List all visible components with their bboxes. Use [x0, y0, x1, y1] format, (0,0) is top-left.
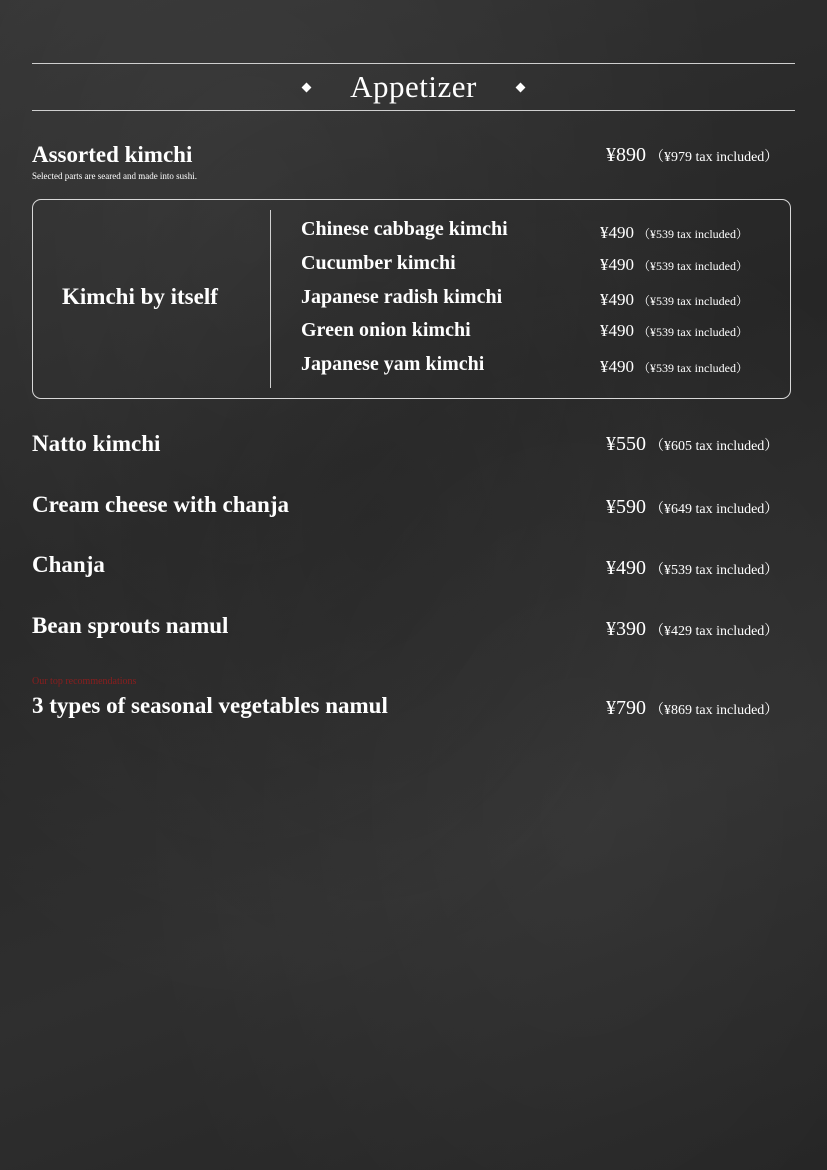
- menu-item-price: [606, 557, 778, 580]
- header-top-rule: [32, 63, 795, 64]
- price-value: ¥490: [600, 357, 634, 376]
- price-value: ¥490: [600, 255, 634, 274]
- price-tax: （¥429 tax included）: [650, 624, 779, 639]
- price-value: ¥490: [600, 321, 634, 340]
- menu-item-name: Bean sprouts namul: [32, 613, 229, 638]
- menu-item-name: 3 types of seasonal vegetables namul: [32, 693, 388, 718]
- kimchi-group-divider: [270, 210, 271, 388]
- menu-item-price: [606, 496, 778, 519]
- price-tax: （¥539 tax included）: [650, 563, 779, 578]
- price-value: ¥590: [606, 496, 646, 518]
- price-tax: （¥649 tax included）: [650, 502, 779, 517]
- kimchi-group-label: Kimchi by itself: [62, 284, 218, 309]
- kimchi-item-name: Chinese cabbage kimchi: [301, 218, 508, 240]
- menu-item-name: Natto kimchi: [32, 431, 161, 456]
- price-tax: （¥539 tax included）: [638, 325, 748, 339]
- diamond-right-icon: [515, 82, 525, 92]
- price-tax: （¥539 tax included）: [638, 294, 748, 308]
- price-value: ¥490: [600, 290, 634, 309]
- menu-item-price: [606, 144, 778, 167]
- kimchi-item-price: [600, 223, 748, 243]
- price-value: ¥890: [606, 144, 646, 166]
- section-header: [32, 66, 795, 108]
- menu-item-note: Selected parts are seared and made into sushi.: [32, 171, 197, 181]
- price-tax: （¥539 tax included）: [638, 361, 748, 375]
- kimchi-item-name: Cucumber kimchi: [301, 252, 456, 274]
- kimchi-item-price: [600, 357, 748, 377]
- price-tax: （¥605 tax included）: [650, 439, 779, 454]
- menu-item-name: Assorted kimchi: [32, 142, 193, 167]
- menu-item-name: Chanja: [32, 552, 105, 577]
- menu-item-price: [606, 433, 778, 456]
- kimchi-item-price: [600, 255, 748, 275]
- diamond-left-icon: [302, 82, 312, 92]
- menu-item-name: Cream cheese with chanja: [32, 492, 289, 517]
- price-value: ¥490: [600, 223, 634, 242]
- kimchi-item-name: Japanese radish kimchi: [301, 286, 503, 308]
- kimchi-item-name: Green onion kimchi: [301, 319, 471, 341]
- recommendation-note: Our top recommendations: [32, 676, 137, 687]
- menu-item-price: [606, 697, 778, 720]
- price-value: ¥550: [606, 433, 646, 455]
- price-tax: （¥539 tax included）: [638, 259, 748, 273]
- price-tax: （¥869 tax included）: [650, 703, 779, 718]
- price-value: ¥490: [606, 557, 646, 579]
- header-bottom-rule: [32, 110, 795, 111]
- price-tax: （¥539 tax included）: [638, 227, 748, 241]
- kimchi-item-price: [600, 321, 748, 341]
- section-title: Appetizer: [350, 69, 477, 104]
- price-tax: （¥979 tax included）: [650, 150, 779, 165]
- price-value: ¥790: [606, 697, 646, 719]
- kimchi-item-name: Japanese yam kimchi: [301, 353, 485, 375]
- menu-item-price: [606, 618, 778, 641]
- kimchi-item-price: [600, 290, 748, 310]
- price-value: ¥390: [606, 618, 646, 640]
